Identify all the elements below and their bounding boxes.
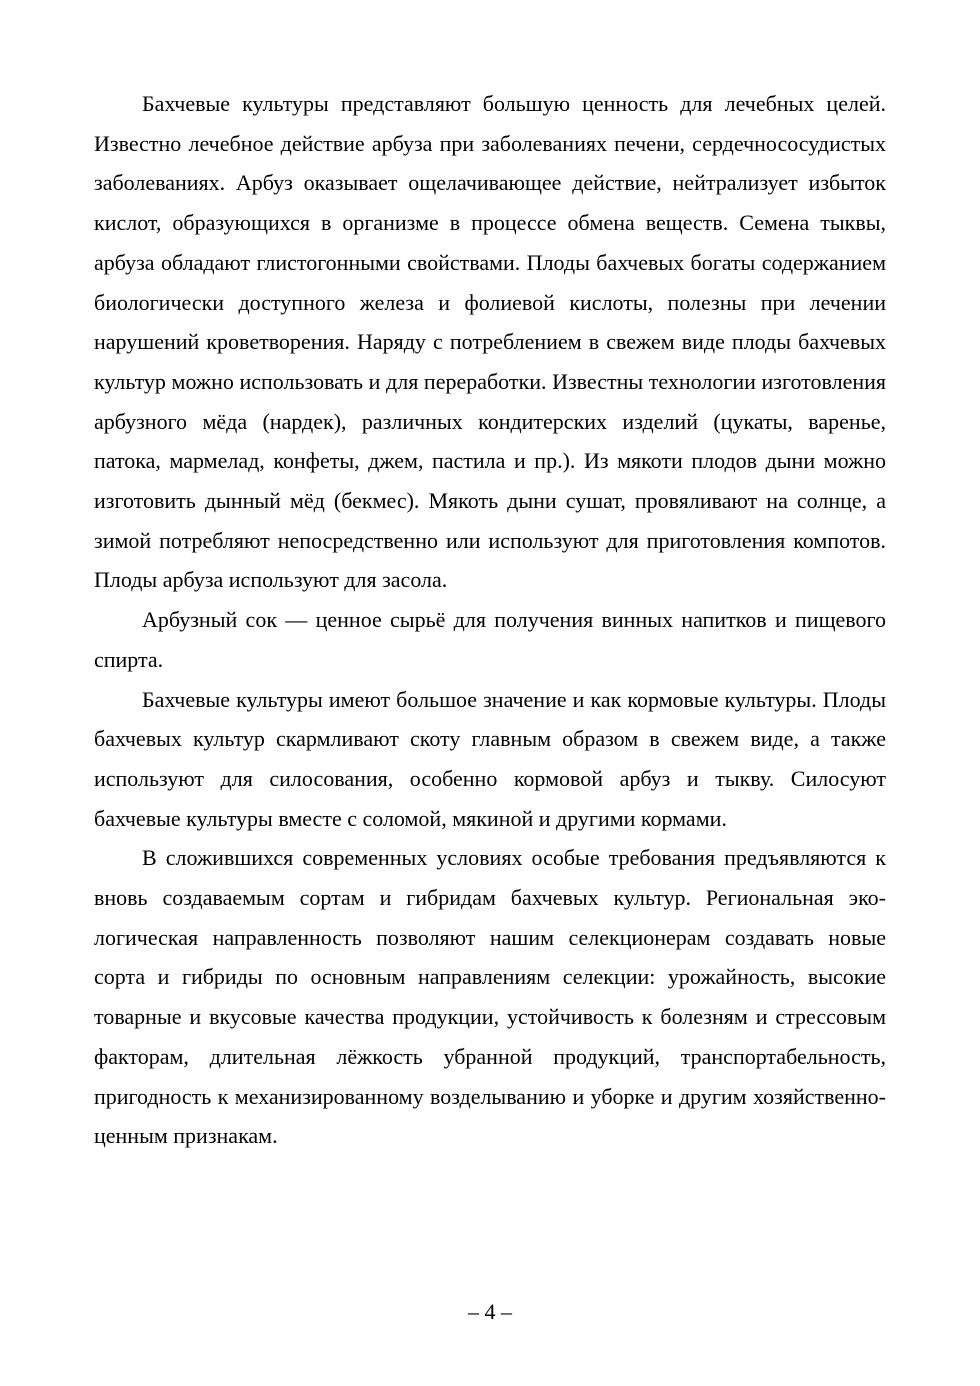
paragraph-breeding-requirements: В сложившихся современных условиях особые требования предъявляются к вновь создаваемым сортам и гибридам бахчевых культур. Региональная экологическая направленность позволяют нашим селекционерам создавать новые сорта и гибриды по основным направлениям селекции: урожайность, высокие товарные и вкусовые качества продукции, устойчивость к болезням и стрессовым факторам, длительная лёжкость убранной продукций, транспортабельность, пригодность к механизированному возделыванию и уборке и другим хозяйственно-ценным признакам. [94,845,886,1149]
page-number: – 4 – [468,1299,512,1324]
document-page [94,84,886,1156]
paragraph-medicinal-value: Бахчевые культуры представляют большую ценность для лечебных целей. Известно лечебное действие арбуза при заболеваниях печени, сердечнососудистых заболеваниях. Арбуз оказывает ощелачивающее действие, нейтрализует избыток кислот, образующихся в организме в процессе обмена веществ. Семена тыквы, арбуза обладают глистогонными свойствами. Плоды бахчевых богаты содержанием биологически доступного железа и фолиевой кислоты, полезны при лечении нарушений кроветворения. Наряду с потреблением в свежем виде плоды бахчевых культур можно использовать и для переработки. Известны технологии изготовления арбузного мёда (нардек), различных кондитерских изделий (цукаты, варенье, патока, мармелад, конфеты, джем, пастила и пр.). Из мякоти плодов дыни можно изготовить дынный мёд (бекмес). Мякоть дыни сушат, провяливают на солнце, а зимой потребляют непосредственно или используют для приготовления компотов. Плоды арбуза используют для засола. [94,91,886,593]
paragraph-forage-crops: Бахчевые культуры имеют большое значение и как кормовые культуры. Плоды бахчевых культур скармливают скоту главным образом в свежем виде, а также используют для силосования, особенно кормовой арбуз и тыкву. Силосуют бахчевые культуры вместе с соломой, мякиной и другими кормами. [94,686,886,831]
paragraph-watermelon-juice: Арбузный сок — ценное сырьё для получения винных напитков и пищевого спирта. [94,607,886,672]
